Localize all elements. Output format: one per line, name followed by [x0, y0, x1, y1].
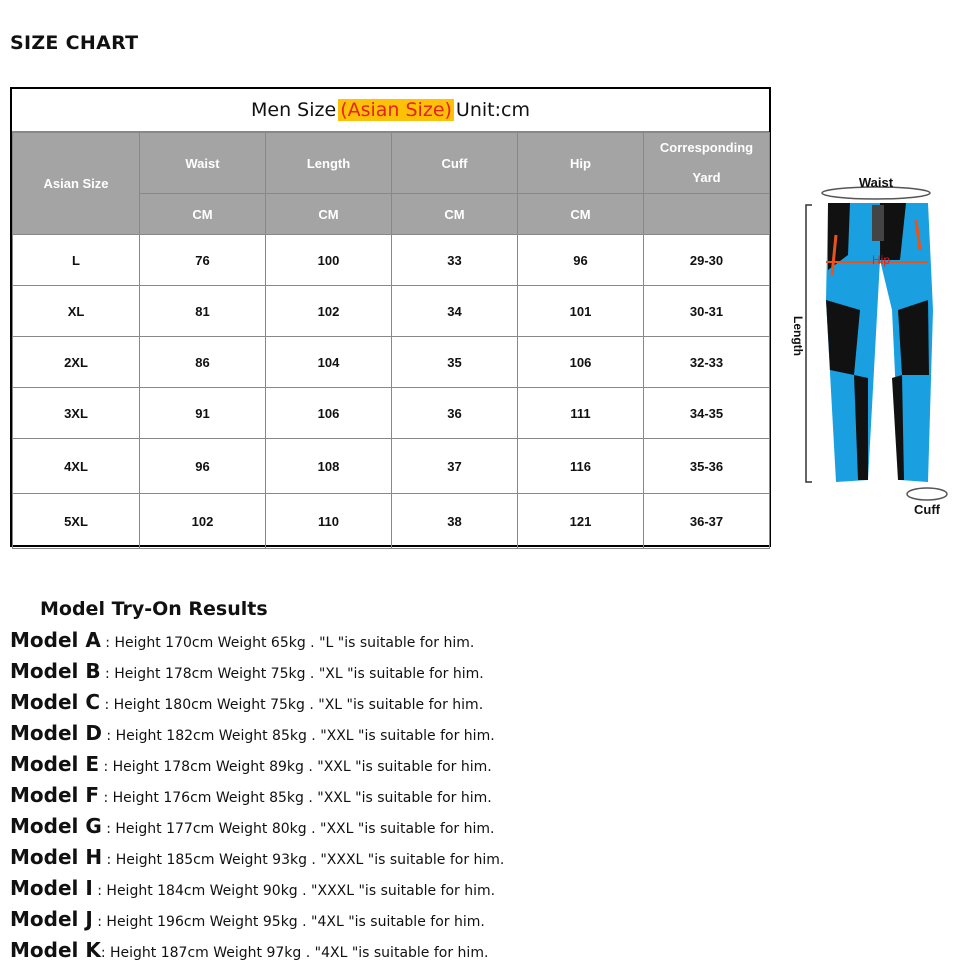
cell-hip: 111	[518, 388, 644, 439]
table-row	[13, 286, 770, 337]
col-length: Length	[266, 133, 392, 194]
cell-yard: 36-37	[644, 494, 770, 549]
model-name: Model F	[10, 783, 100, 807]
model-desc: : Height 170cm Weight 65kg . "L "is suitable for him.	[100, 635, 475, 651]
table-row	[13, 388, 770, 439]
model-line	[10, 938, 488, 968]
unit-cuff: CM	[392, 194, 518, 235]
size-table	[12, 132, 770, 549]
cell-length: 100	[266, 235, 392, 286]
cell-size: 3XL	[13, 388, 140, 439]
cell-yard: 32-33	[644, 337, 770, 388]
fly	[872, 205, 884, 241]
cell-size: 4XL	[13, 439, 140, 494]
cell-size: XL	[13, 286, 140, 337]
cell-cuff: 33	[392, 235, 518, 286]
model-line	[10, 628, 474, 658]
model-line	[10, 876, 495, 906]
knee-panel-right	[898, 300, 929, 375]
model-desc: : Height 182cm Weight 85kg . "XXL "is suitable for him.	[101, 728, 495, 744]
hip-label: Hip	[871, 253, 891, 267]
cell-cuff: 35	[392, 337, 518, 388]
pants-icon	[826, 203, 933, 482]
cell-cuff: 38	[392, 494, 518, 549]
cell-hip: 121	[518, 494, 644, 549]
cell-yard: 29-30	[644, 235, 770, 286]
table-row	[13, 337, 770, 388]
col-asian-size: Asian Size	[13, 133, 140, 235]
model-line	[10, 845, 504, 875]
model-name: Model J	[10, 907, 93, 931]
col-waist: Waist	[140, 133, 266, 194]
cell-hip: 116	[518, 439, 644, 494]
length-bracket	[806, 205, 812, 482]
table-header	[12, 89, 769, 132]
cell-size: 2XL	[13, 337, 140, 388]
cell-cuff: 36	[392, 388, 518, 439]
cell-waist: 96	[140, 439, 266, 494]
cell-waist: 102	[140, 494, 266, 549]
model-name: Model C	[10, 690, 101, 714]
cell-waist: 81	[140, 286, 266, 337]
model-line	[10, 721, 495, 751]
page-title: SIZE CHART	[10, 32, 139, 54]
cell-hip: 106	[518, 337, 644, 388]
model-desc: : Height 178cm Weight 89kg . "XXL "is suitable for him.	[99, 759, 492, 775]
cuff-label: Cuff	[914, 502, 940, 517]
model-line	[10, 690, 483, 720]
cuff-ellipse	[907, 488, 947, 500]
model-name: Model A	[10, 628, 101, 652]
length-label: Length	[791, 316, 805, 356]
model-desc: : Height 196cm Weight 95kg . "4XL "is suitable for him.	[92, 914, 485, 930]
header-text: Men Size	[251, 99, 337, 121]
cell-length: 104	[266, 337, 392, 388]
cell-yard: 34-35	[644, 388, 770, 439]
unit-waist: CM	[140, 194, 266, 235]
model-name: Model I	[10, 876, 93, 900]
unit-hip: CM	[518, 194, 644, 235]
model-name: Model K	[10, 938, 101, 962]
shin-panel-right	[892, 375, 904, 480]
cell-waist: 86	[140, 337, 266, 388]
cell-cuff: 37	[392, 439, 518, 494]
model-name: Model E	[10, 752, 100, 776]
model-name: Model B	[10, 659, 101, 683]
unit-length: CM	[266, 194, 392, 235]
model-desc: : Height 178cm Weight 75kg . "XL "is suitable for him.	[100, 666, 484, 682]
cell-waist: 91	[140, 388, 266, 439]
cell-hip: 101	[518, 286, 644, 337]
model-name: Model H	[10, 845, 103, 869]
cell-length: 110	[266, 494, 392, 549]
model-line	[10, 907, 485, 937]
model-name: Model G	[10, 814, 102, 838]
knee-panel-left	[826, 300, 860, 375]
model-name: Model D	[10, 721, 102, 745]
model-desc: : Height 177cm Weight 80kg . "XXL "is suitable for him.	[101, 821, 495, 837]
cell-hip: 96	[518, 235, 644, 286]
unit-yard	[644, 194, 770, 235]
model-line	[10, 752, 492, 782]
header-unit: Unit:cm	[455, 99, 530, 121]
col-cuff: Cuff	[392, 133, 518, 194]
cell-cuff: 34	[392, 286, 518, 337]
model-desc: : Height 176cm Weight 85kg . "XXL "is suitable for him.	[99, 790, 492, 806]
model-desc: : Height 180cm Weight 75kg . "XL "is suitable for him.	[100, 697, 484, 713]
table-row	[13, 494, 770, 549]
pants-measurement-diagram	[788, 160, 963, 525]
model-desc: : Height 187cm Weight 97kg . "4XL "is suitable for him.	[100, 945, 489, 961]
cell-size: L	[13, 235, 140, 286]
model-desc: : Height 184cm Weight 90kg . "XXXL "is suitable for him.	[92, 883, 496, 899]
cell-size: 5XL	[13, 494, 140, 549]
models-title: Model Try-On Results	[40, 598, 268, 620]
model-line	[10, 783, 492, 813]
cell-yard: 35-36	[644, 439, 770, 494]
table-row	[13, 439, 770, 494]
model-line	[10, 659, 484, 689]
cell-length: 102	[266, 286, 392, 337]
model-line	[10, 814, 494, 844]
table-row	[13, 235, 770, 286]
cell-length: 106	[266, 388, 392, 439]
col-yard: Corresponding Yard	[644, 133, 770, 194]
header-highlight: (Asian Size)	[340, 99, 452, 121]
waist-label: Waist	[858, 175, 894, 190]
cell-waist: 76	[140, 235, 266, 286]
cell-yard: 30-31	[644, 286, 770, 337]
cell-length: 108	[266, 439, 392, 494]
col-hip: Hip	[518, 133, 644, 194]
size-chart-table	[10, 87, 771, 547]
model-desc: : Height 185cm Weight 93kg . "XXXL "is suitable for him.	[102, 852, 505, 868]
